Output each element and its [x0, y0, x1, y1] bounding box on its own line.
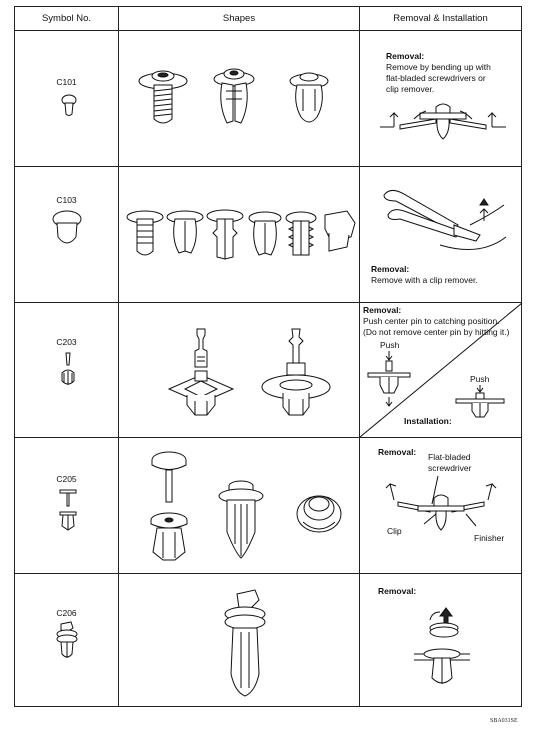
clip-row-c101 [15, 31, 522, 167]
callout-flat-bladed: Flat-bladed [428, 452, 471, 462]
clip-c205-symbol-icon [57, 486, 79, 532]
push-label-removal: Push [380, 340, 400, 350]
symbol-cell-c205 [15, 438, 119, 574]
symbol-cell-c101 [15, 31, 119, 167]
symbol-cell-c203 [15, 303, 119, 438]
removal-cell-c101 [360, 31, 522, 167]
removal-line-3: clip remover. [386, 84, 435, 94]
header-row [15, 7, 522, 31]
clip-c101-split-shape-icon [211, 65, 257, 135]
removal-title: Removal: [378, 586, 417, 596]
shapes-cell-c206 [119, 574, 360, 707]
clip-remover-tool-diagram-icon [380, 185, 510, 257]
removal-cell-c203 [360, 303, 522, 438]
clip-c203-symbol-icon [59, 351, 77, 387]
header-removal-installation: Removal & Installation [360, 7, 522, 31]
twist-and-lift-removal-diagram-icon [412, 598, 472, 692]
clip-c103-symbol-icon [51, 209, 83, 249]
clip-c206-symbol-icon [55, 620, 79, 660]
shapes-cell-c101 [119, 31, 360, 167]
removal-cell-c103 [360, 167, 522, 303]
removal-line-1: Push center pin to catching position. [363, 316, 500, 326]
callout-screwdriver: screwdriver [428, 463, 472, 473]
header-shapes: Shapes [119, 7, 360, 31]
clip-c103-shapes-row-icon [125, 207, 357, 267]
clip-row-c103 [15, 167, 522, 303]
symbol-cell-c103 [15, 167, 119, 303]
figure-code: SBA031SE [490, 718, 518, 724]
clip-row-c203 [15, 303, 522, 438]
clip-c203-square-base-shape-icon [167, 325, 235, 425]
removal-line-2: (Do not remove center pin by hitting it.) [363, 327, 510, 337]
removal-cell-c206 [360, 574, 522, 707]
callout-clip: Clip [387, 526, 402, 536]
shapes-cell-c203 [119, 303, 360, 438]
removal-title: Removal: [386, 51, 425, 61]
callout-finisher: Finisher [474, 533, 505, 543]
clip-c203-round-base-shape-icon [259, 325, 333, 425]
clip-row-c205 [15, 438, 522, 574]
shapes-cell-c205 [119, 438, 360, 574]
removal-title: Removal: [378, 447, 417, 457]
symbol-code: C103 [56, 195, 77, 205]
removal-line-1: Remove by bending up with [386, 62, 491, 72]
symbol-cell-c206 [15, 574, 119, 707]
clip-reference-sheet [14, 6, 521, 711]
removal-cell-c205 [360, 438, 522, 574]
symbol-code: C101 [56, 77, 77, 87]
installation-diagram-icon [456, 385, 504, 421]
push-label-installation: Push [470, 374, 490, 384]
symbol-code: C205 [56, 474, 77, 484]
clip-c205-assembled-shape-icon [217, 478, 265, 562]
push-center-pin-diagram-icon [366, 351, 410, 407]
installation-title: Installation: [404, 416, 452, 426]
clip-row-c206 [15, 574, 522, 707]
symbol-code: C203 [56, 337, 77, 347]
removal-line-2: flat-bladed screwdrivers or [386, 73, 486, 83]
screwdriver-bend-up-diagram-icon [380, 99, 506, 149]
clip-c101-screw-shape-icon [137, 65, 189, 135]
header-symbol-no: Symbol No. [15, 7, 119, 31]
flat-bladed-screwdriver-clip-diagram-icon [378, 474, 508, 532]
shapes-cell-c103 [119, 167, 360, 303]
removal-title: Removal: [371, 264, 410, 274]
clip-table [14, 6, 522, 707]
clip-c205-cap-shape-icon [295, 488, 343, 538]
clip-c206-shape-icon [221, 588, 269, 700]
symbol-code: C206 [56, 608, 77, 618]
clip-c101-plug-shape-icon [287, 69, 331, 133]
clip-c205-pin-and-base-shape-icon [147, 450, 191, 564]
removal-line-1: Remove with a clip remover. [371, 275, 478, 285]
clip-c101-symbol-icon [59, 93, 79, 119]
removal-title: Removal: [363, 305, 402, 315]
